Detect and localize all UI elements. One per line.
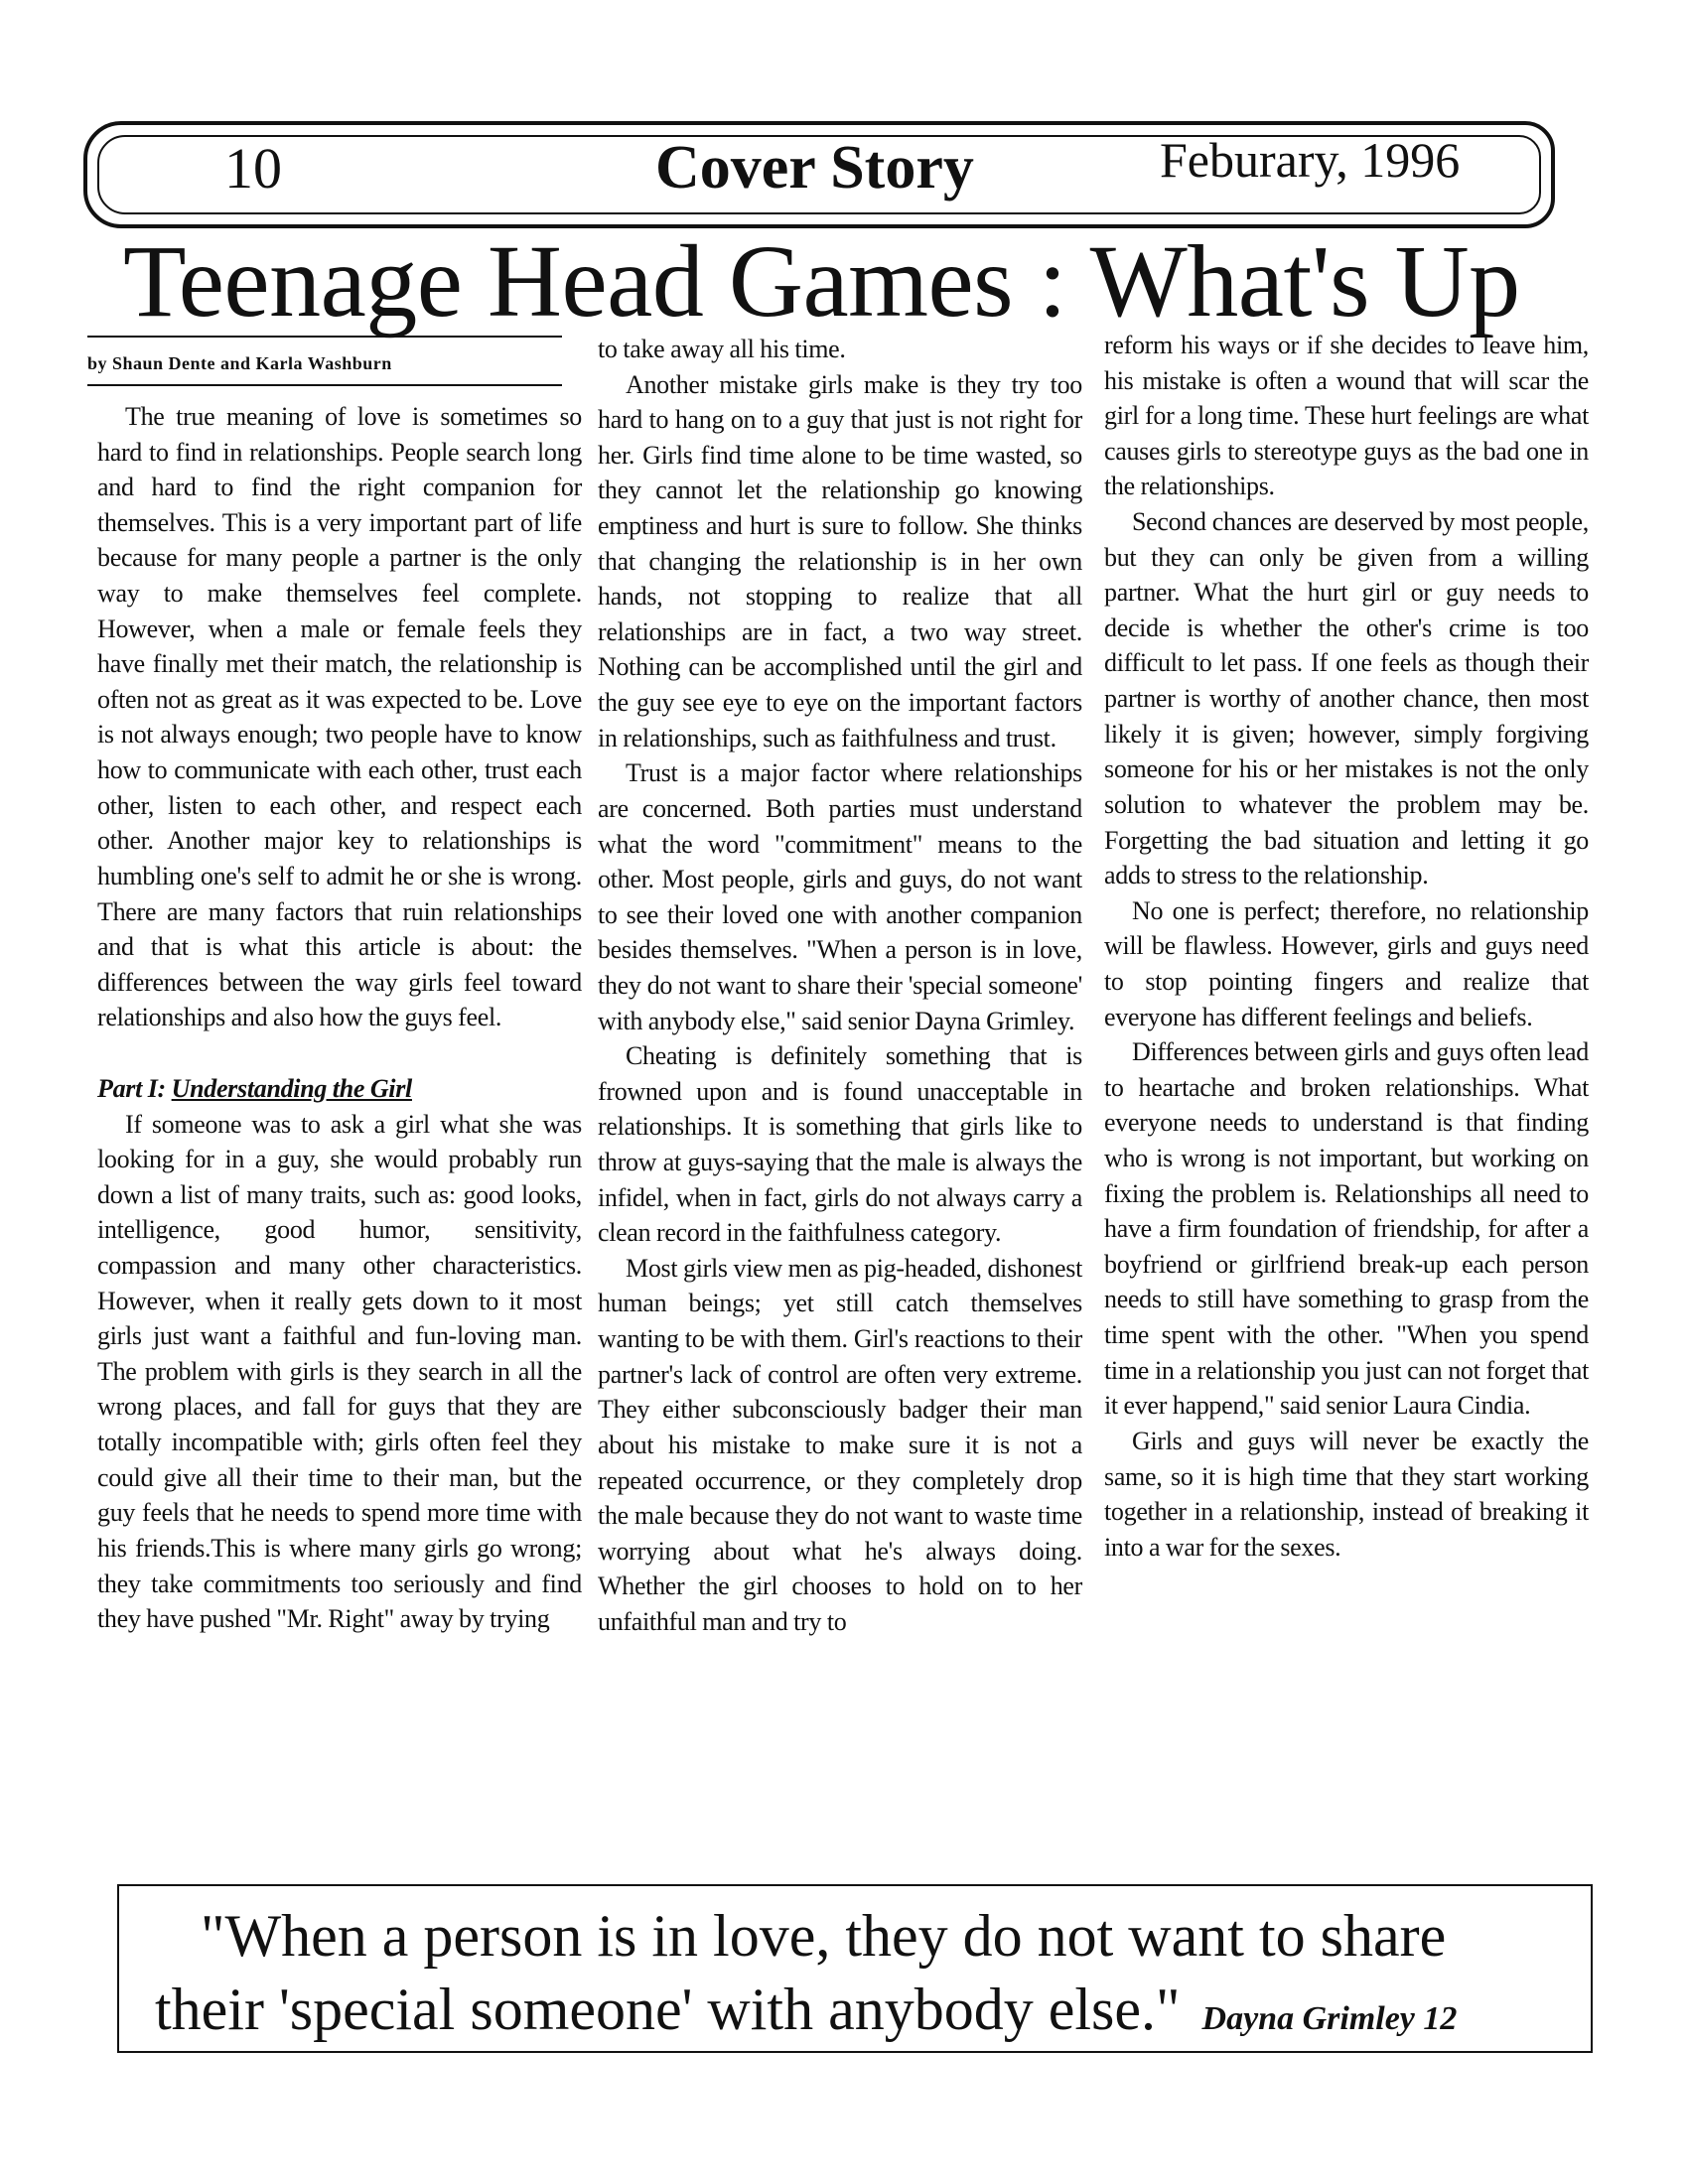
- paragraph: Second chances are deserved by most people, but they can only be given from a willing partner. What the hurt girl or guy needs to decide is whether the other's crime is too difficult to let pass. If one feels as though their partner is worthy of another chance, then most likely it is given; however, simply forgiving someone for his or her mistakes is not the only solution to whatever the problem may be. Forgetting the bad situation and letting it go adds to stress to the relationship.: [1104, 507, 1589, 890]
- paragraph: If someone was to ask a girl what she was looking for in a guy, she would probably run down a list of many traits, such as: good looks, intelligence, good humor, sensitivity, compassion and many other characteristics. However, when it really gets down to it most girls just want a faithful and fun-loving man. The problem with girls is they search in all the wrong places, and fall for guys that they are totally incompatible with; girls often feel they could give all their time to their man, but the guy feels that he needs to spend more time with his friends.This is where many girls go wrong; they take commitments too seriously and find they have pushed "Mr. Right" away by trying: [97, 1109, 582, 1634]
- paragraph: No one is perfect; therefore, no relationship will be flawless. However, girls and guys need to stop pointing fingers and realize that everyone has different feelings and beliefs.: [1104, 895, 1589, 1031]
- section-banner: [83, 121, 1555, 228]
- byline: by Shaun Dente and Karla Washburn: [87, 353, 562, 386]
- byline-top-rule: [87, 336, 562, 338]
- pull-quote-text: their 'special someone' with anybody else.": [155, 1977, 1181, 2042]
- paragraph: Differences between girls and guys often lead to heartache and broken relationships. What everyone needs to understand is that finding who is wrong is not important, but working on fixing the problem is. Relationships all need to have a firm foundation of friendship, for after a boyfriend or girlfriend break-up each person needs to still have something to grasp from the time spent with the other. "When you spend time in a relationship you just can not forget that it ever happend," said senior Laura Cindia.: [1104, 1037, 1589, 1421]
- paragraph: The true meaning of love is sometimes so hard to find in relationships. People search long and hard to find the right companion for themselves. This is a very important part of life because for many people a partner is the only way to make themselves feel complete. However, when a male or female feels they have finally met their match, the relationship is often not as great as it was expected to be. Love is not always enough; two people have to know how to communicate with each other, trust each other, listen to each other, and respect each other. Another major key to relationships is humbling one's self to admit he or she is wrong. There are many factors that ruin relationships and that is what this article is about: the differences between the way girls feel toward relationships and also how the guys feel.: [97, 402, 582, 1032]
- pull-quote-box: [117, 1884, 1593, 2053]
- paragraph: Most girls view men as pig-headed, dishonest human beings; yet still catch themselves wanting to be with them. Girl's reactions to their partner's lack of control are often very extreme. They either subconsciously badger their man about his mistake to make sure it is not a repeated occurrence, or they completely drop the male because they do not want to waste time worrying about what he's always doing. Whether the girl chooses to hold on to her unfaithful man and try to: [598, 1253, 1082, 1636]
- paragraph: Girls and guys will never be exactly the same, so it is high time that they start working together in a relationship, instead of breaking it into a war for the sexes.: [1104, 1426, 1589, 1562]
- part-label: Part I:: [97, 1073, 166, 1103]
- pull-quote-line-1: "When a person is in love, they do not want to share: [201, 1903, 1447, 1969]
- paragraph: to take away all his time.: [598, 335, 846, 363]
- article-column-3: [1104, 328, 1589, 1565]
- part-heading: [97, 1071, 582, 1107]
- paragraph: Cheating is definitely something that is frowned upon and is found unacceptable in relationships. It is something that girls like to throw at guys-saying that the male is always the infidel, when in fact, girls do not always carry a clean record in the faithfulness category.: [598, 1041, 1082, 1248]
- article-column-1: [97, 399, 582, 1637]
- pull-quote-line-2: [155, 1976, 1457, 2044]
- paragraph: Trust is a major factor where relationships are concerned. Both parties must understand what the word "commitment" means to the other. Most people, girls and guys, do not want to see their loved one with another companion besides themselves. "When a person is in love, they do not want to share their 'special someone' with anybody else," said senior Dayna Grimley.: [598, 758, 1082, 1035]
- section-title: Cover Story: [655, 134, 974, 202]
- paragraph: reform his ways or if she decides to leave him, his mistake is often a wound that will scar the girl for a long time. These hurt feelings are what causes girls to stereotype guys as the bad one in the relationships.: [1104, 331, 1589, 501]
- pull-quote-attribution: Dayna Grimley 12: [1201, 2000, 1458, 2037]
- issue-date: Feburary, 1996: [1160, 132, 1461, 188]
- article-column-2: [598, 332, 1082, 1640]
- part-title: Understanding the Girl: [171, 1073, 412, 1103]
- article-headline: Teenage Head Games : What's Up: [123, 224, 1520, 339]
- page-number: 10: [224, 136, 282, 201]
- paragraph: Another mistake girls make is they try too hard to hang on to a guy that just is not right for her. Girls find time alone to be time wasted, so they cannot let the relationship go knowing emptiness and hurt is sure to follow. She thinks that changing the relationship is in her own hands, not stopping to realize that all relationships are in fact, a two way street. Nothing can be accomplished until the girl and the guy see eye to eye on the important factors in relationships, such as faithfulness and trust.: [598, 369, 1082, 752]
